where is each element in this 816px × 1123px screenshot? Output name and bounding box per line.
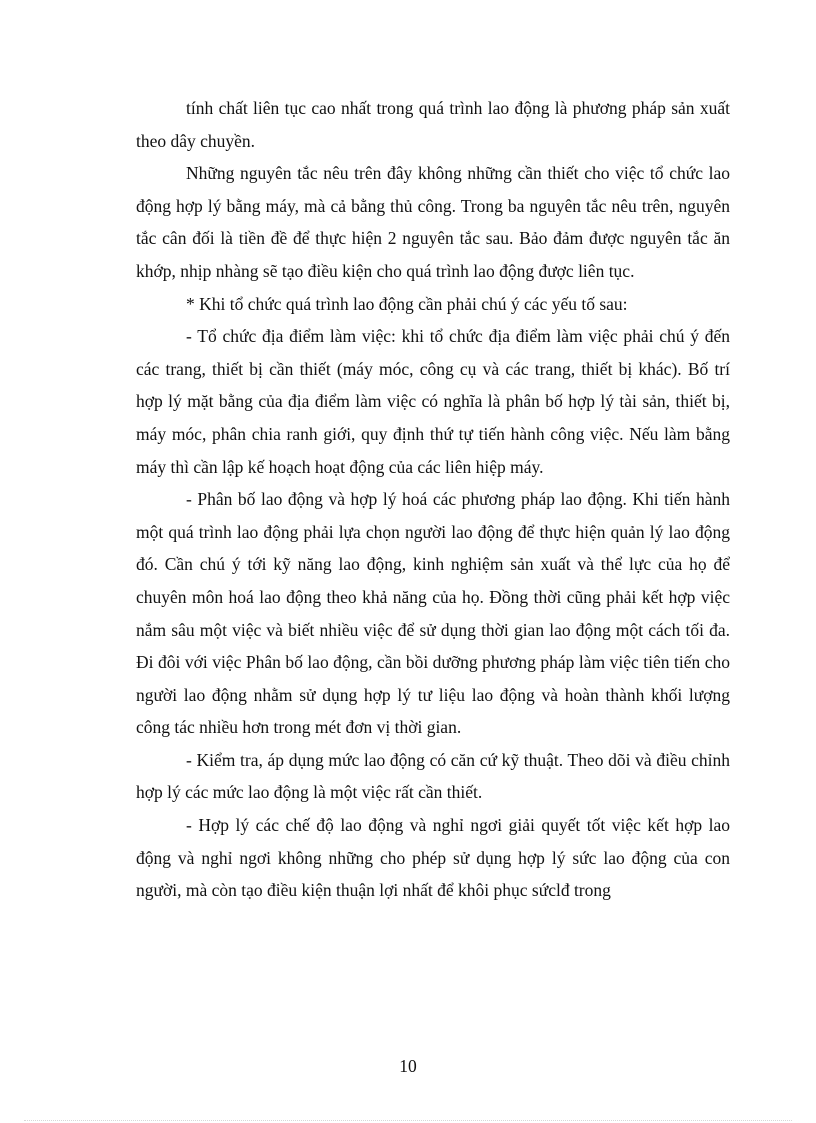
paragraph-2: Những nguyên tắc nêu trên đây không những cần thiết cho việc tổ chức lao động hợp lý bằng máy, mà cả bằng thủ công. Trong ba nguyên tắc nêu trên, nguyên tắc cân đối là tiền đề để thực hiện 2 nguyên tắc sau. Bảo đảm được nguyên tắc ăn khớp, nhịp nhàng sẽ tạo điều kiện cho quá trình lao động được liên tục. xyxy=(136,163,730,281)
paragraph-6: - Kiểm tra, áp dụng mức lao động có căn cứ kỹ thuật. Theo dõi và điều chỉnh hợp lý các mức lao động là một việc rất cần thiết. xyxy=(136,749,730,803)
page-bottom-border xyxy=(24,1120,792,1121)
paragraph-1: tính chất liên tục cao nhất trong quá trình lao động là phương pháp sản xuất theo dây chuyền. xyxy=(136,98,730,151)
paragraph-4: - Tổ chức địa điểm làm việc: khi tổ chức địa điểm làm việc phải chú ý đến các trang, thiết bị cần thiết (máy móc, công cụ và các trang, thiết bị khác). Bố trí hợp lý mặt bằng của địa điểm làm việc có nghĩa là phân bố hợp lý tài sản, thiết bị, máy móc, phân chia ranh giới, quy định thứ tự tiến hành công việc. Nếu làm bằng máy thì cần lập kế hoạch hoạt động của các liên hiệp máy. xyxy=(136,326,730,477)
page-number: 10 xyxy=(399,1056,417,1076)
paragraph-7: - Hợp lý các chế độ lao động và nghỉ ngơi giải quyết tốt việc kết hợp lao động và nghỉ ngơi không những cho phép sử dụng hợp lý sức lao động của con người, mà còn tạo điều kiện thuận lợi nhất để khôi phục sứclđ trong xyxy=(136,815,730,901)
paragraph-5: - Phân bố lao động và hợp lý hoá các phương pháp lao động. Khi tiến hành một quá trình lao động phải lựa chọn người lao động để thực hiện quản lý lao động đó. Cần chú ý tới kỹ năng lao động, kinh nghiệm sản xuất và thể lực của họ để chuyên môn hoá lao động theo khả năng của họ. Đồng thời cũng phải kết hợp việc nắm sâu một việc và biết nhiều việc để sử dụng thời gian lao động một cách tối đa. Đi đôi với việc Phân bố lao động, cần bồi dưỡng phương pháp làm việc tiên tiến cho người lao động nhằm sử dụng hợp lý tư liệu lao động và hoàn thành khối lượng công tác nhiều hơn trong mét đơn vị thời gian. xyxy=(136,489,730,738)
paragraph-3: * Khi tổ chức quá trình lao động cần phải chú ý các yếu tố sau: xyxy=(186,293,628,314)
body-text xyxy=(136,92,730,907)
